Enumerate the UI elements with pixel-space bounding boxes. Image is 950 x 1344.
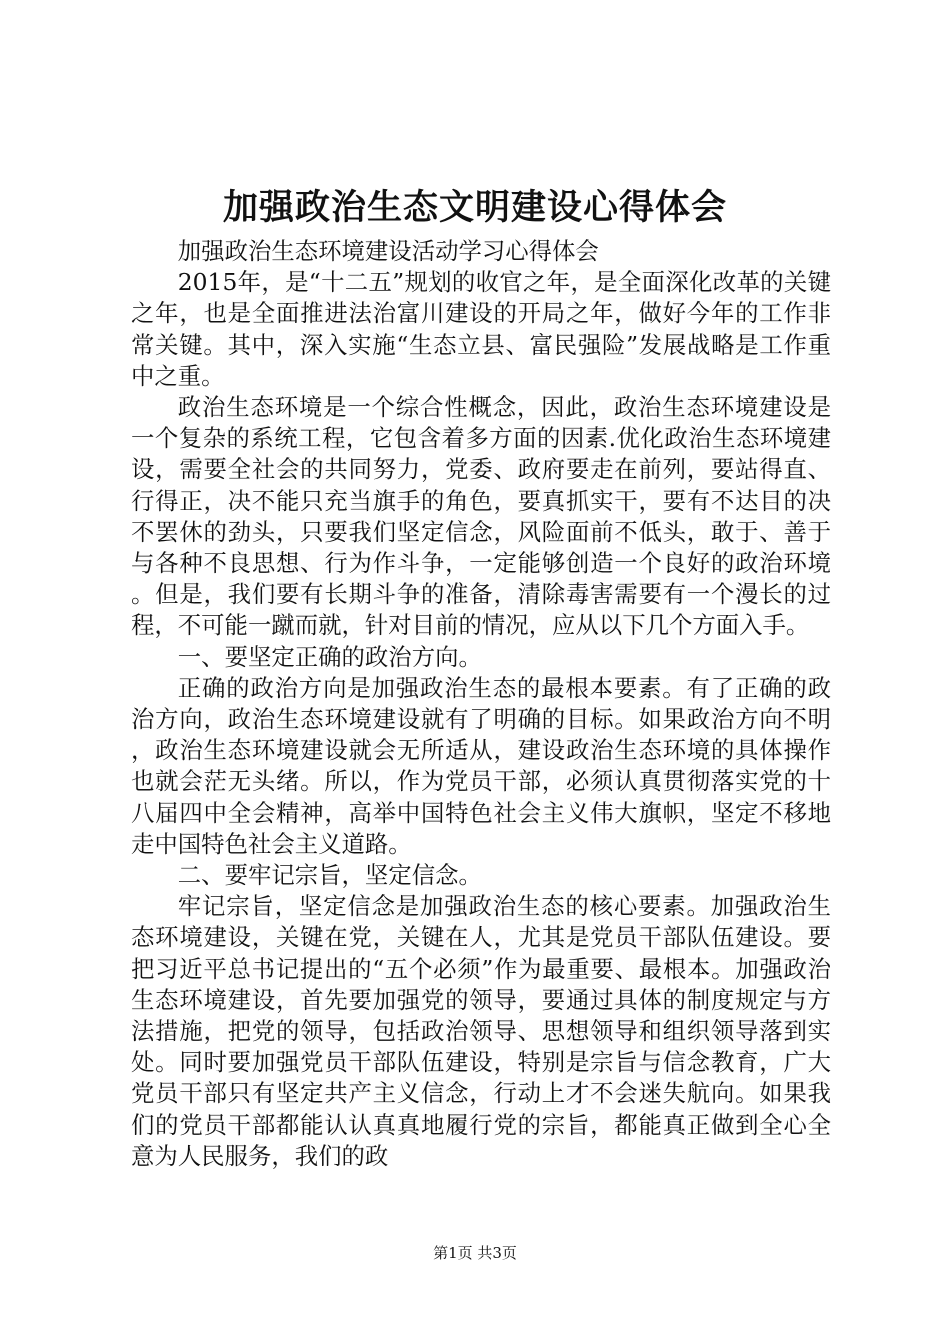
document-title: 加强政治生态文明建设心得体会 [222,187,727,228]
page-number-footer: 第1页 共3页 [433,1244,517,1262]
paragraph-intro: 2015年，是“十二五”规划的收官之年，是全面深化改革的关键之年，也是全面推进法治富川建设的开局之年，做好今年的工作非常关键。其中，深入实施“生态立县、富民强险”发展战略是工作重中之重。 [131,268,831,390]
section-heading-2: 二、要牢记宗旨，坚定信念。 [177,861,482,890]
document-body [131,236,831,1172]
section-heading-1: 一、要坚定正确的政治方向。 [177,642,482,671]
paragraph-subtitle: 加强政治生态环境建设活动学习心得体会 [177,237,599,265]
paragraph-political-ecology: 政治生态环境是一个综合性概念，因此，政治生态环境建设是一个复杂的系统工程，它包含着多方面的因素.优化政治生态环境建设，需要全社会的共同努力，党委、政府要走在前列，要站得直、行得正，决不能只充当旗手的角色，要真抓实干，要有不达目的决不罢休的劲头，只要我们坚定信念，风险面前不低头，敢于、善于与各种不良思想、行为作斗争，一定能够创造一个良好的政治环境。但是，我们要有长期斗争的准备，清除毒害需要有一个漫长的过程，不可能一蹴而就，针对目前的情况，应从以下几个方面入手。 [131,393,831,640]
paragraph-direction: 正确的政治方向是加强政治生态的最根本要素。有了正确的政治方向，政治生态环境建设就有了明确的目标。如果政治方向不明，政治生态环境建设就会无所适从，建设政治生态环境的具体操作也就会茫无头绪。所以，作为党员干部，必须认真贯彻落实党的十八届四中全会精神，高举中国特色社会主义伟大旗帜，坚定不移地走中国特色社会主义道路。 [131,673,831,858]
paragraph-purpose-belief: 牢记宗旨，坚定信念是加强政治生态的核心要素。加强政治生态环境建设，关键在党，关键在人，尤其是党员干部队伍建设。要把习近平总书记提出的“五个必须”作为最重要、最根本。加强政治生态环境建设，首先要加强党的领导，要通过具体的制度规定与方法措施，把党的领导，包括政治领导、思想领导和组织领导落到实处。同时要加强党员干部队伍建设，特别是宗旨与信念教育，广大党员干部只有坚定共产主义信念，行动上才不会迷失航向。如果我们的党员干部都能认认真真地履行党的宗旨，都能真正做到全心全意为人民服务，我们的政 [131,892,831,1170]
